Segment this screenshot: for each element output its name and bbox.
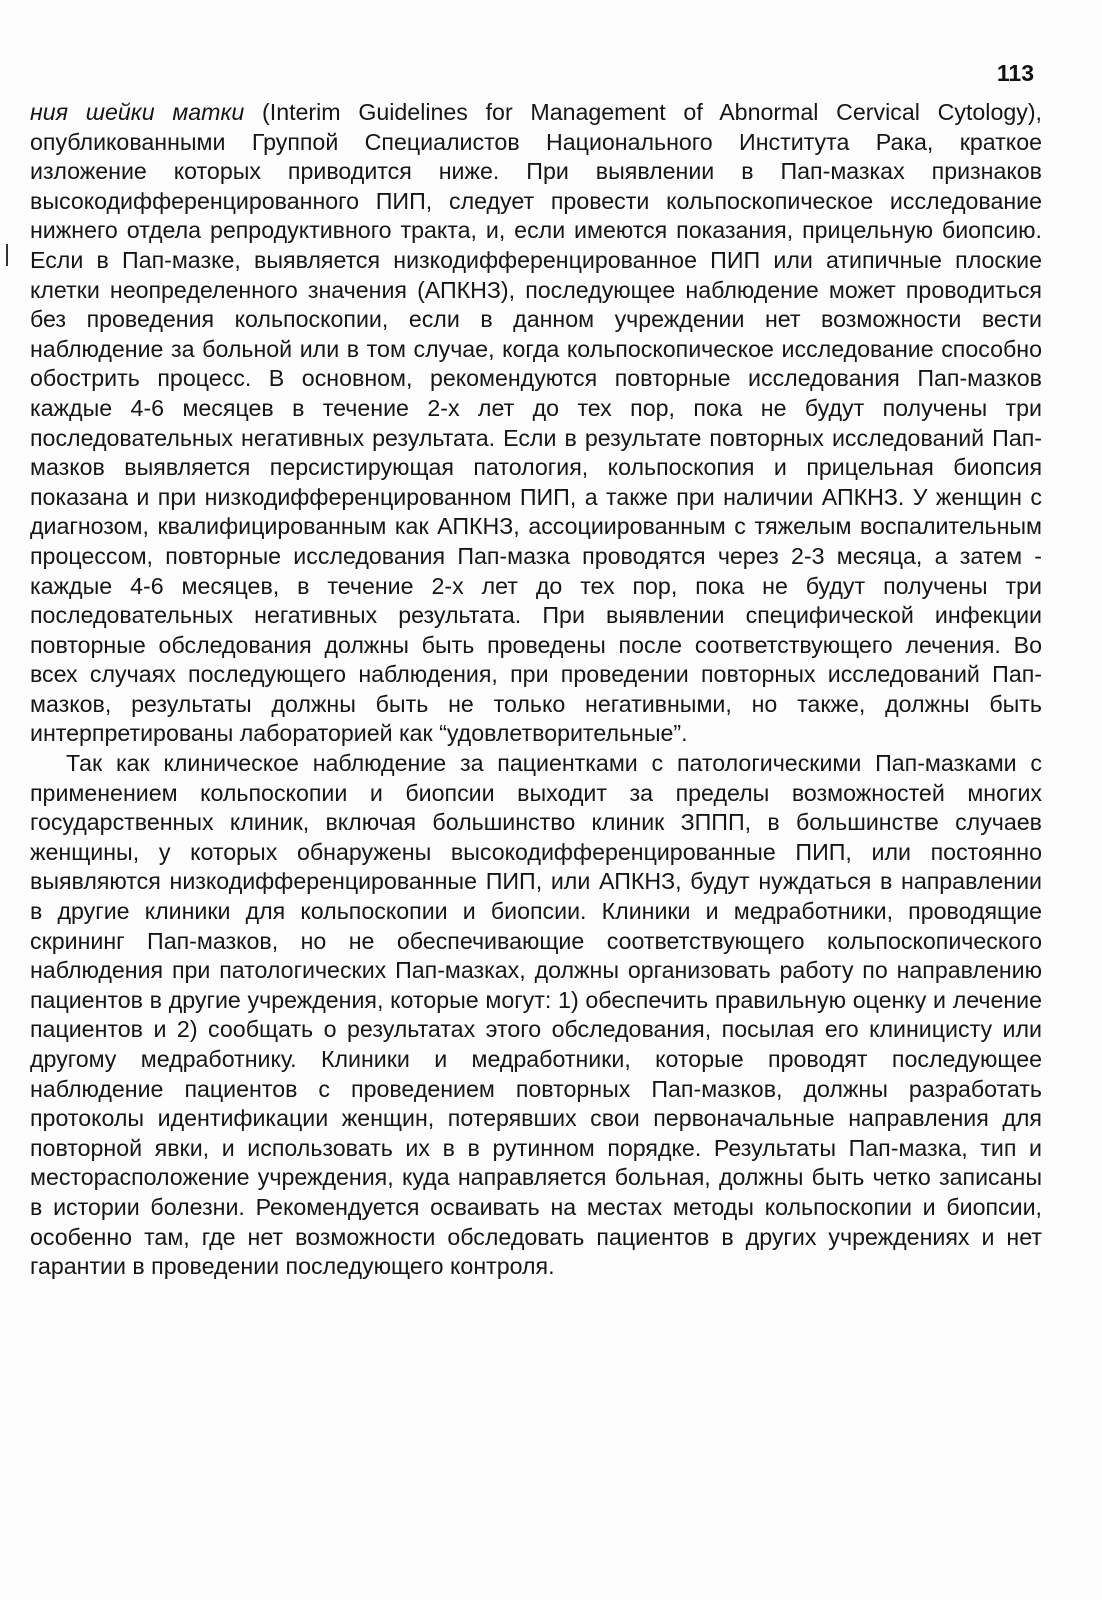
paragraph-1-body: (Interim Guidelines for Management of Abnormal Cervical Cytology), опубликованными Группой Специалистов Национального Института Рака, краткое изложение которых приводится ниже. При выявлении в Пап-мазках признаков высокодифференцированного ПИП, следует провести кольпоскопическое исследование нижнего отдела репродуктивного тракта, и, если имеются показания, прицельную биопсию. Если в Пап-мазке, выявляется низкодифференцированное ПИП или атипичные плоские клетки неопределенного значения (АПКНЗ), последующее наблюдение может проводиться без проведения кольпоскопии, если в данном учреждении нет возможности вести наблюдение за больной или в том случае, когда кольпоскопическое исследование способно обострить процесс. В основном, рекомендуются повторные исследования Пап-мазков каждые 4-6 месяцев в течение 2-х лет до тех пор, пока не будут получены три последовательных негативных результата. Если в результате повторных исследований Пап-мазков выявляется персистирующая патология, кольпоскопия и прицельная биопсия показана и при низкодифференцированном ПИП, а также при наличии АПКНЗ. У женщин с диагнозом, квалифицированным как АПКНЗ, ассоциированным с тяжелым воспалительным процессом, повторные исследования Пап-мазка проводятся через 2-3 месяца, а затем - каждые 4-6 месяцев, в течение 2-х лет до тех пор, пока не будут получены три последовательных негативных результата. При выявлении специфической инфекции повторные обследования должны быть проведены после соответствующего лечения. Во всех случаях последующего наблюдения, при проведении повторных исследований Пап-мазков, результаты должны быть не только негативными, но также, должны быть интерпретированы лабораторией как “удовлетворительные”. xyxy=(30,99,1042,747)
body-text xyxy=(30,98,1042,1282)
paragraph-1-italic-lead: ния шейки матки xyxy=(30,99,245,125)
paragraph-2: Так как клиническое наблюдение за пациентками с патологическими Пап-мазками с применением кольпоскопии и биопсии выходит за пределы возможностей многих государственных клиник, включая большинство клиник ЗППП, в большинстве случаев женщины, у которых обнаружены высокодифференцированные ПИП, или постоянно выявляются низкодифференцированные ПИП, или АПКНЗ, будут нуждаться в направлении в другие клиники для кольпоскопии и биопсии. Клиники и медработники, проводящие скрининг Пап-мазков, но не обеспечивающие соответствующего кольпоскопического наблюдения при патологических Пап-мазках, должны организовать работу по направлению пациентов в другие учреждения, которые могут: 1) обеспечить правильную оценку и лечение пациентов и 2) сообщать о результатах этого обследования, посылая его клиницисту или другому медработнику. Клиники и медработники, которые проводят последующее наблюдение пациентов с проведением повторных Пап-мазков, должны разработать протоколы идентификации женщин, потерявших свои первоначальные направления для повторной явки, и использовать их в в рутинном порядке. Результаты Пап-мазка, тип и месторасположение учреждения, куда направляется больная, должны быть четко записаны в истории болезни. Рекомендуется осваивать на местах методы кольпоскопии и биопсии, особенно там, где нет возможности обследовать пациентов в других учреждениях и нет гарантии в проведении последующего контроля. xyxy=(30,750,1042,1280)
page-number: 113 xyxy=(996,60,1034,86)
margin-mark xyxy=(6,244,8,266)
paragraph-1 xyxy=(30,98,1042,749)
